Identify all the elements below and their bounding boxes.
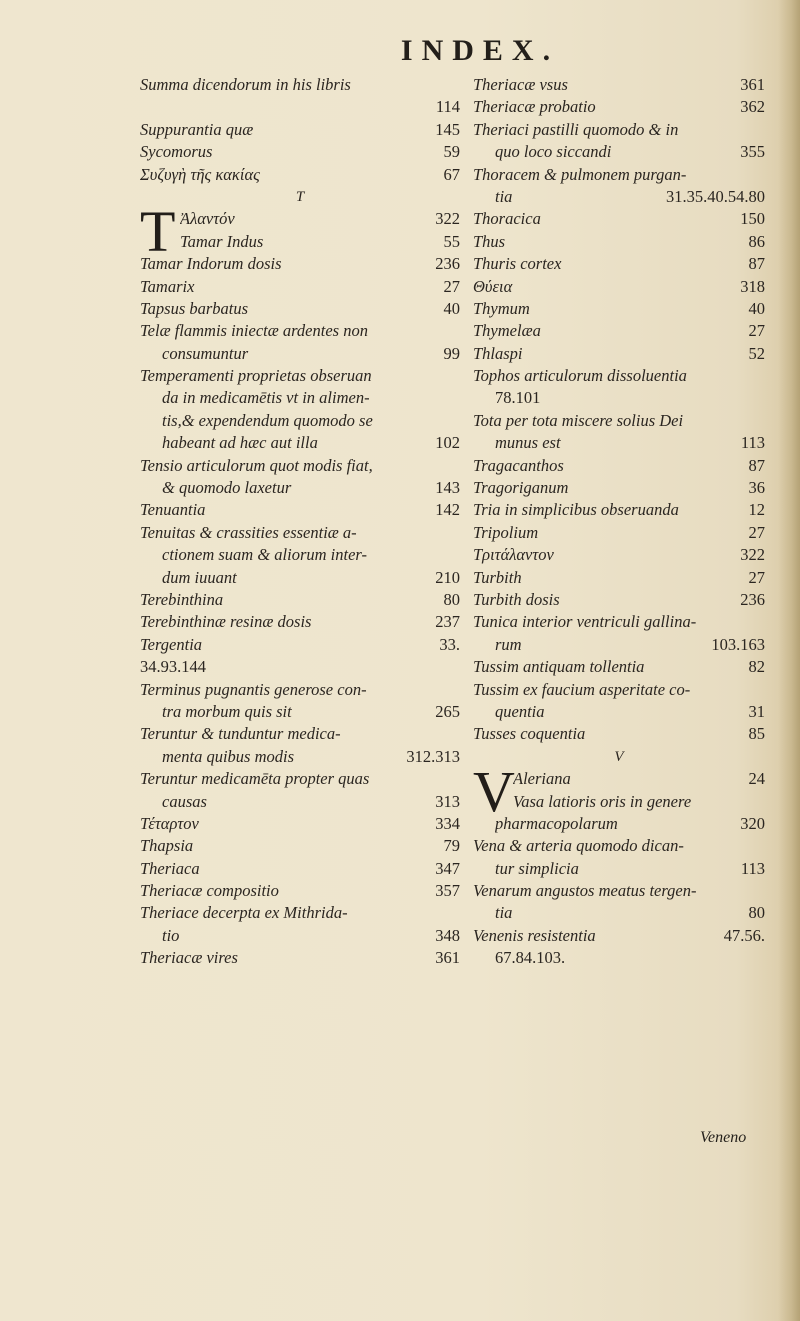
page-reference: 80 <box>748 903 765 923</box>
entry-line <box>140 768 460 790</box>
entry-line <box>140 387 460 409</box>
index-entry <box>473 276 765 298</box>
entry-text: Theriaci pastilli quomodo & in <box>473 119 679 139</box>
entry-line <box>473 455 765 477</box>
index-entry <box>473 96 765 118</box>
entry-text: tia <box>495 903 513 923</box>
page-reference: 40 <box>748 298 765 318</box>
entry-line <box>140 589 460 611</box>
entry-text: consumuntur <box>162 343 249 363</box>
page-reference: 142 <box>435 500 460 520</box>
page-reference: 145 <box>435 119 460 139</box>
entry-text: 67.84.103. <box>495 948 566 968</box>
entry-text: Telæ flammis iniectæ ardentes non <box>140 321 368 341</box>
index-entry <box>140 813 460 835</box>
entry-line <box>473 544 765 566</box>
index-entry <box>140 835 460 857</box>
entry-text: tis,& expendendum quomodo se <box>162 410 373 430</box>
page-reference: 31.35.40.54.80 <box>666 186 765 206</box>
entry-text: Tensio articulorum quot modis fiat, <box>140 455 373 475</box>
index-entry <box>473 298 765 320</box>
entry-line <box>473 656 765 678</box>
entry-line <box>473 858 765 880</box>
entry-line <box>140 343 460 365</box>
index-entry <box>140 634 460 679</box>
index-entry <box>140 499 460 521</box>
entry-text: Theriacæ probatio <box>473 97 596 117</box>
page-reference: 318 <box>740 276 765 296</box>
page-reference: 67 <box>443 164 460 184</box>
entry-line <box>140 522 460 544</box>
entry-line <box>140 679 460 701</box>
entry-line <box>473 410 765 432</box>
entry-line <box>140 74 460 96</box>
page-reference: 322 <box>740 545 765 565</box>
page-reference: 320 <box>740 813 765 833</box>
right-column <box>473 74 765 970</box>
page-reference: 27 <box>748 567 765 587</box>
index-entry <box>140 880 460 902</box>
entry-line <box>140 477 460 499</box>
entry-text: Tamar Indus <box>180 231 264 251</box>
index-entry <box>473 477 765 499</box>
page-reference: 210 <box>435 567 460 587</box>
entry-text: Terebinthina <box>140 589 224 609</box>
index-entry <box>473 880 765 925</box>
entry-line <box>473 947 765 969</box>
letter-heading: V <box>614 748 624 765</box>
entry-line <box>140 410 460 432</box>
index-entry <box>140 365 460 455</box>
entry-line <box>140 208 460 230</box>
page-reference: 80 <box>443 589 460 609</box>
index-entry <box>140 320 460 365</box>
page-reference: 52 <box>748 343 765 363</box>
entry-line <box>473 253 765 275</box>
index-entry <box>140 768 460 813</box>
entry-line <box>140 96 460 118</box>
entry-line <box>140 432 460 454</box>
entry-line <box>473 679 765 701</box>
index-entry <box>473 74 765 96</box>
index-entry <box>140 723 460 768</box>
entry-text: Θύεια <box>473 276 513 296</box>
entry-text: tio <box>162 925 180 945</box>
entry-line <box>140 791 460 813</box>
page-reference: 79 <box>443 836 460 856</box>
entry-text: Theriacæ vires <box>140 948 238 968</box>
entry-line <box>473 141 765 163</box>
page-reference: 362 <box>740 97 765 117</box>
entry-text: Venenis resistentia <box>473 925 596 945</box>
entry-line <box>473 813 765 835</box>
page-reference: 87 <box>748 455 765 475</box>
page-reference: 85 <box>748 724 765 744</box>
entry-text: Tragoriganum <box>473 478 569 498</box>
entry-text: 34.93.144 <box>140 657 206 677</box>
entry-text: tur simplicia <box>495 858 579 878</box>
page-reference: 59 <box>443 142 460 162</box>
entry-text: Turbith <box>473 567 522 587</box>
entry-line <box>473 589 765 611</box>
entry-text: menta quibus modis <box>162 746 294 766</box>
entry-text: Tenuitas & crassities essentiæ a- <box>140 522 357 542</box>
entry-text: habeant ad hæc aut illa <box>162 433 318 453</box>
entry-text: Thoracica <box>473 209 541 229</box>
entry-line <box>473 365 765 387</box>
index-entry <box>473 522 765 544</box>
entry-line <box>473 298 765 320</box>
entry-line <box>140 231 460 253</box>
entry-text: Τριτάλαντον <box>473 545 554 565</box>
entry-line <box>473 567 765 589</box>
index-entry <box>140 679 460 724</box>
entry-line <box>140 455 460 477</box>
entry-line <box>473 925 765 947</box>
page-reference: 114 <box>435 97 460 117</box>
entry-text: Tunica interior ventriculi gallina- <box>473 612 697 632</box>
page-edge-shadow <box>778 0 800 1321</box>
page-reference: 36 <box>748 478 765 498</box>
entry-line <box>473 791 765 813</box>
page-reference: 236 <box>740 589 765 609</box>
entry-text: causas <box>162 791 207 811</box>
index-entry <box>473 164 765 209</box>
entry-line <box>473 701 765 723</box>
entry-line <box>473 902 765 924</box>
entry-text: pharmacopolarum <box>495 813 618 833</box>
entry-text: Tophos articulorum dissoluentia <box>473 366 687 386</box>
entry-text: Sycomorus <box>140 142 213 162</box>
index-entry <box>140 902 460 947</box>
entry-line <box>140 723 460 745</box>
index-entry <box>140 164 460 186</box>
left-column <box>140 74 460 970</box>
page-reference: 12 <box>748 500 765 520</box>
entry-line <box>140 365 460 387</box>
page-reference: 31 <box>748 701 765 721</box>
page-reference: 113 <box>740 433 765 453</box>
page-reference: 47.56. <box>723 925 765 945</box>
index-entry <box>473 253 765 275</box>
entry-text: Tergentia <box>140 634 203 654</box>
entry-line <box>473 522 765 544</box>
entry-text: Terminus pugnantis generose con- <box>140 679 367 699</box>
entry-line <box>473 835 765 857</box>
page-reference: 82 <box>748 657 765 677</box>
entry-line <box>140 701 460 723</box>
entry-text: Tapsus barbatus <box>140 298 249 318</box>
entry-text: Teruntur medicamēta propter quas <box>140 769 370 789</box>
page-reference: 150 <box>740 209 765 229</box>
index-entry <box>473 611 765 656</box>
entry-line <box>140 947 460 969</box>
entry-text: Thuris cortex <box>473 254 562 274</box>
entry-text: Tussim ex faucium asperitate co- <box>473 679 691 699</box>
index-entry <box>140 141 460 163</box>
index-entry <box>140 611 460 633</box>
index-entry <box>473 231 765 253</box>
entry-line <box>140 544 460 566</box>
entry-line <box>473 343 765 365</box>
entry-text: Ἀλαντόν <box>180 209 235 229</box>
entry-text: da in medicamētis vt in alimen- <box>162 388 370 408</box>
index-entry <box>473 499 765 521</box>
index-entry <box>140 858 460 880</box>
entry-text: Terebinthinæ resinæ dosis <box>140 612 312 632</box>
letter-heading: T <box>295 188 305 205</box>
index-entry <box>473 589 765 611</box>
page-reference: 103.163 <box>711 634 765 654</box>
entry-text: Theriacæ compositio <box>140 881 279 901</box>
entry-line <box>473 231 765 253</box>
page-reference: 313 <box>435 791 460 811</box>
entry-line <box>140 880 460 902</box>
entry-line <box>473 276 765 298</box>
entry-line <box>140 253 460 275</box>
page-reference: 355 <box>740 142 765 162</box>
index-header: INDEX. <box>400 34 560 67</box>
page-reference: 361 <box>740 75 765 94</box>
entry-text: Aleriana <box>513 769 571 789</box>
entry-text: Teruntur & tunduntur medica- <box>140 724 341 744</box>
page-reference: 113 <box>740 858 765 878</box>
entry-text: Thlaspi <box>473 343 523 363</box>
index-entry <box>473 320 765 342</box>
entry-text: Thymum <box>473 298 530 318</box>
entry-line <box>140 567 460 589</box>
entry-text: Summa dicendorum in his libris <box>140 75 351 94</box>
entry-line <box>473 477 765 499</box>
entry-line <box>473 208 765 230</box>
index-entry <box>140 455 460 500</box>
entry-line <box>473 634 765 656</box>
index-entry <box>473 343 765 365</box>
catchword: Veneno <box>700 1129 747 1146</box>
index-entry <box>473 208 765 230</box>
page-reference: 102 <box>435 433 460 453</box>
entry-text: Συζυγὴ τῆς κακίας <box>140 164 260 184</box>
index-entry <box>473 567 765 589</box>
entry-text: Thymelæa <box>473 321 541 341</box>
page-reference: 33. <box>439 634 460 654</box>
entry-text: Temperamenti proprietas obseruan <box>140 366 372 386</box>
entry-text: Tussim antiquam tollentia <box>473 657 645 677</box>
entry-line <box>140 276 460 298</box>
entry-line <box>140 119 460 141</box>
entry-text: tia <box>495 186 513 206</box>
entry-text: Tamar Indorum dosis <box>140 254 282 274</box>
index-entry <box>473 365 765 410</box>
entry-text: Suppurantia quæ <box>140 119 254 139</box>
entry-line <box>473 387 765 409</box>
entry-text: Thapsia <box>140 836 194 856</box>
entry-text: Thoracem & pulmonem purgan- <box>473 164 687 184</box>
drop-capital: V <box>473 759 515 825</box>
index-entry <box>473 656 765 678</box>
entry-line <box>140 858 460 880</box>
entry-text: Theriaca <box>140 858 200 878</box>
entry-line <box>140 746 460 768</box>
page-reference: 265 <box>435 701 460 721</box>
page-reference: 334 <box>435 813 460 833</box>
entry-line <box>473 880 765 902</box>
entry-line <box>473 768 765 790</box>
entry-text: 78.101 <box>495 388 541 408</box>
page-reference: 322 <box>435 209 460 229</box>
page-reference: 357 <box>435 881 460 901</box>
drop-capital: T <box>140 199 176 265</box>
entry-line <box>140 656 460 678</box>
page-reference: 347 <box>435 858 460 878</box>
entry-text: dum iuuant <box>162 567 237 587</box>
entry-text: Thus <box>473 231 506 251</box>
entry-text: Theriace decerpta ex Mithrida- <box>140 903 348 923</box>
index-entry <box>140 522 460 589</box>
index-entry <box>140 276 460 298</box>
entry-text: Turbith dosis <box>473 589 560 609</box>
entry-text: Tamarix <box>140 276 195 296</box>
page-reference: 40 <box>443 298 460 318</box>
entry-text: ctionem suam & aliorum inter- <box>162 545 367 565</box>
entry-line <box>140 902 460 924</box>
index-entry <box>473 455 765 477</box>
index-entry <box>140 74 460 119</box>
entry-line <box>140 298 460 320</box>
page-reference: 99 <box>443 343 460 363</box>
entry-text: Tenuantia <box>140 500 206 520</box>
index-entry <box>140 589 460 611</box>
entry-line <box>473 432 765 454</box>
entry-text: Vasa latioris oris in genere <box>513 791 692 811</box>
entry-text: Tria in simplicibus obseruanda <box>473 500 679 520</box>
entry-line <box>473 611 765 633</box>
page-reference: 361 <box>435 948 460 968</box>
index-entry <box>473 813 765 835</box>
entry-text: quentia <box>495 701 545 721</box>
index-entry <box>140 253 460 275</box>
page-reference: 236 <box>435 254 460 274</box>
entry-line <box>473 119 765 141</box>
index-entry <box>473 835 765 880</box>
entry-text: Tragacanthos <box>473 455 564 475</box>
entry-text: Τέταρτον <box>140 813 199 833</box>
page-reference: 87 <box>748 254 765 274</box>
page-reference: 55 <box>443 231 460 251</box>
index-entry <box>473 679 765 724</box>
index-entry <box>140 298 460 320</box>
index-entry <box>140 119 460 141</box>
entry-text: tra morbum quis sit <box>162 701 292 721</box>
page-reference: 86 <box>748 231 765 251</box>
entry-line <box>473 74 765 96</box>
page-reference: 24 <box>748 769 765 789</box>
entry-line <box>140 634 460 656</box>
entry-line <box>140 835 460 857</box>
page-reference: 312.313 <box>406 746 460 766</box>
index-entry <box>473 410 765 455</box>
entry-line <box>473 723 765 745</box>
entry-line <box>140 499 460 521</box>
entry-line <box>140 925 460 947</box>
index-entry <box>473 544 765 566</box>
page-reference: 237 <box>435 612 460 632</box>
index-entry <box>140 947 460 969</box>
entry-line <box>473 96 765 118</box>
entry-text: Tota per tota miscere solius Dei <box>473 410 684 430</box>
entry-line <box>473 499 765 521</box>
entry-text: quo loco siccandi <box>495 142 612 162</box>
entry-text: Tusses coquentia <box>473 724 586 744</box>
entry-line <box>140 141 460 163</box>
page-reference: 27 <box>443 276 460 296</box>
page-reference: 27 <box>748 522 765 542</box>
entry-line <box>473 186 765 208</box>
entry-text: Theriacæ vsus <box>473 75 568 94</box>
page-reference: 143 <box>435 478 460 498</box>
entry-line <box>140 320 460 342</box>
page-reference: 348 <box>435 925 460 945</box>
entry-line <box>140 164 460 186</box>
index-entry <box>473 925 765 970</box>
entry-text: munus est <box>495 433 561 453</box>
index-entry <box>473 723 765 745</box>
entry-line <box>140 813 460 835</box>
entry-text: Vena & arteria quomodo dican- <box>473 836 684 856</box>
page-reference: 27 <box>748 321 765 341</box>
index-entry <box>473 119 765 164</box>
entry-line <box>473 320 765 342</box>
entry-text: Venarum angustos meatus tergen- <box>473 881 697 901</box>
entry-text: Tripolium <box>473 522 539 542</box>
entry-line <box>140 611 460 633</box>
entry-text: rum <box>495 634 522 654</box>
entry-text: & quomodo laxetur <box>162 478 292 498</box>
entry-line <box>473 164 765 186</box>
